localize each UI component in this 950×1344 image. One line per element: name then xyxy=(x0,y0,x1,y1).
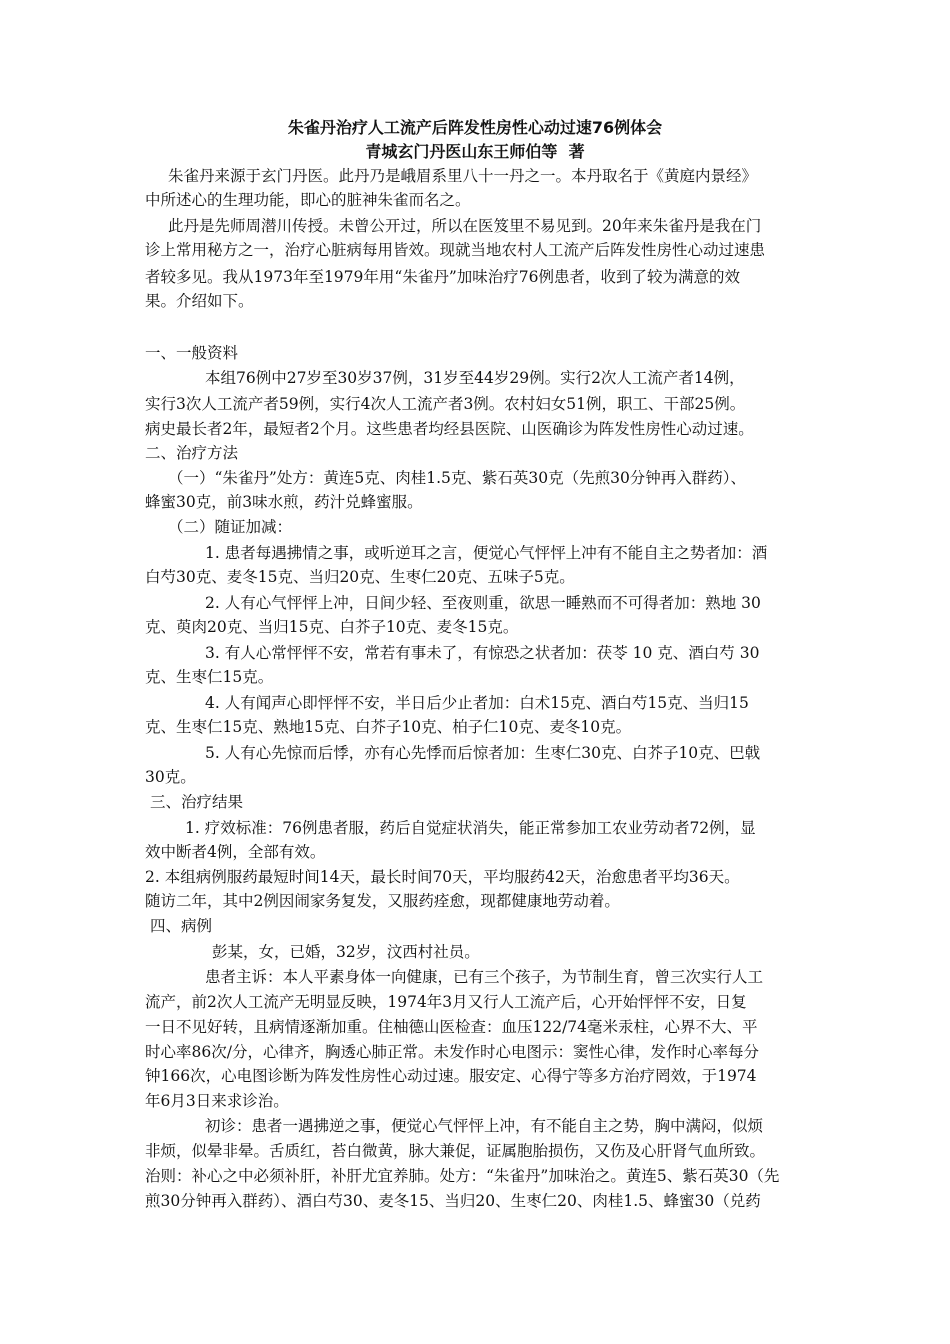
section-heading: 三、治疗结果 xyxy=(150,793,244,811)
body-line: 彭某，女，已婚，32岁，汶西村社员。 xyxy=(212,943,480,961)
body-line: 白芍30克、麦冬15克、当归20克、生枣仁20克、五味子5克。 xyxy=(145,568,575,586)
body-line: 治则：补心之中必须补肝，补肝尤宜养肺。处方：“朱雀丹”加味治之。黄连5、紫石英30（先 xyxy=(145,1167,780,1185)
body-line: 本组76例中27岁至30岁37例，31岁至44岁29例。实行2次人工流产者14例， xyxy=(205,369,745,387)
body-line: 效中断者4例，全部有效。 xyxy=(145,843,326,861)
document-author: 青城玄门丹医山东王师伯等 著 xyxy=(365,142,585,161)
body-line: 者较多见。我从1973年至1979年用“朱雀丹”加味治疗76例患者，收到了较为满意的效 xyxy=(145,268,740,286)
body-line: 5. 人有心先惊而后悸，亦有心先悸而后惊者加：生枣仁30克、白芥子10克、巴戟 xyxy=(205,744,761,762)
body-line: 患者主诉：本人平素身体一向健康，已有三个孩子，为节制生育，曾三次实行人工 xyxy=(205,968,764,986)
body-line: 果。介绍如下。 xyxy=(145,292,254,310)
body-line: 随访二年，其中2例因闹家务复发，又服药痊愈，现都健康地劳动着。 xyxy=(145,892,620,910)
body-line: 一日不见好转，且病情逐渐加重。住柚德山医检查：血压122/74毫米汞柱，心界不大、平 xyxy=(145,1018,758,1036)
section-heading: 一、一般资料 xyxy=(145,344,239,362)
body-line: 朱雀丹来源于玄门丹医。此丹乃是峨眉系里八十一丹之一。本丹取名于《黄庭内景经》 xyxy=(168,167,758,185)
subsection-heading: （二）随证加减： xyxy=(168,518,293,536)
body-line: 蜂蜜30克，前3味水煎，药汁兑蜂蜜服。 xyxy=(145,493,423,511)
body-line: 年6月3日来求诊治。 xyxy=(145,1092,289,1110)
body-line: 初诊：患者一遇拂逆之事，便觉心气怦怦上冲，有不能自主之势，胸中满闷，似烦 xyxy=(205,1117,764,1135)
body-line: 煎30分钟再入群药）、酒白芍30、麦冬15、当归20、生枣仁20、肉桂1.5、蜂蜜30（兑药 xyxy=(145,1192,761,1210)
body-line: 1. 患者每遇拂情之事，或听逆耳之言，便觉心气怦怦上冲有不能自主之势者加：酒 xyxy=(205,544,768,562)
body-line: 时心率86次/分，心律齐，胸透心肺正常。未发作时心电图示：窦性心律，发作时心率每分 xyxy=(145,1043,759,1061)
body-line: 中所述心的生理功能，即心的脏神朱雀而名之。 xyxy=(145,191,471,209)
section-heading: 四、病例 xyxy=(150,917,213,935)
body-line: 实行3次人工流产者59例，实行4次人工流产者3例。农村妇女51例，职工、干部25例。 xyxy=(145,395,746,413)
body-line: 2. 本组病例服药最短时间14天，最长时间70天，平均服药42天，治愈患者平均36天。 xyxy=(145,868,740,886)
document-title: 朱雀丹治疗人工流产后阵发性房性心动过速76例体会 xyxy=(287,118,663,137)
body-line: 30克。 xyxy=(145,768,196,786)
body-line: 克、生枣仁15克。 xyxy=(145,668,274,686)
body-line: 3. 有人心常怦怦不安，常若有事未了，有惊恐之状者加：茯苓 10 克、酒白芍 30 xyxy=(205,644,760,662)
body-line: 诊上常用秘方之一，治疗心脏病每用皆效。现就当地农村人工流产后阵发性房性心动过速患 xyxy=(145,241,766,259)
section-heading: 二、治疗方法 xyxy=(145,444,239,462)
body-line: 此丹是先师周潜川传授。未曾公开过，所以在医笈里不易见到。20年来朱雀丹是我在门 xyxy=(168,217,762,235)
body-line: 钟166次，心电图诊断为阵发性房性心动过速。服安定、心得宁等多方治疗罔效，于1974 xyxy=(145,1067,757,1085)
body-line: 病史最长者2年，最短者2个月。这些患者均经县医院、山医确诊为阵发性房性心动过速。 xyxy=(145,420,754,438)
body-line: 1. 疗效标准：76例患者服，药后自觉症状消失，能正常参加工农业劳动者72例，显 xyxy=(185,819,756,837)
body-line: 4. 人有闻声心即怦怦不安，半日后少止者加：白术15克、酒白芍15克、当归15 xyxy=(205,694,749,712)
body-line: 克、生枣仁15克、熟地15克、白芥子10克、柏子仁10克、麦冬10克。 xyxy=(145,718,632,736)
body-line: 流产，前2次人工流产无明显反映，1974年3月又行人工流产后，心开始怦怦不安，日复 xyxy=(145,993,747,1011)
body-line: （一）“朱雀丹”处方：黄连5克、肉桂1.5克、紫石英30克（先煎30分钟再入群药）、 xyxy=(168,469,747,487)
body-line: 2. 人有心气怦怦上冲，日间少轻、至夜则重，欲思一睡熟而不可得者加：熟地 30 xyxy=(205,594,761,612)
body-line: 克、萸肉20克、当归15克、白芥子10克、麦冬15克。 xyxy=(145,618,519,636)
body-line: 非烦，似晕非晕。舌质红，苔白微黄，脉大兼促，证属胞胎损伤，又伤及心肝肾气血所致。 xyxy=(145,1142,766,1160)
